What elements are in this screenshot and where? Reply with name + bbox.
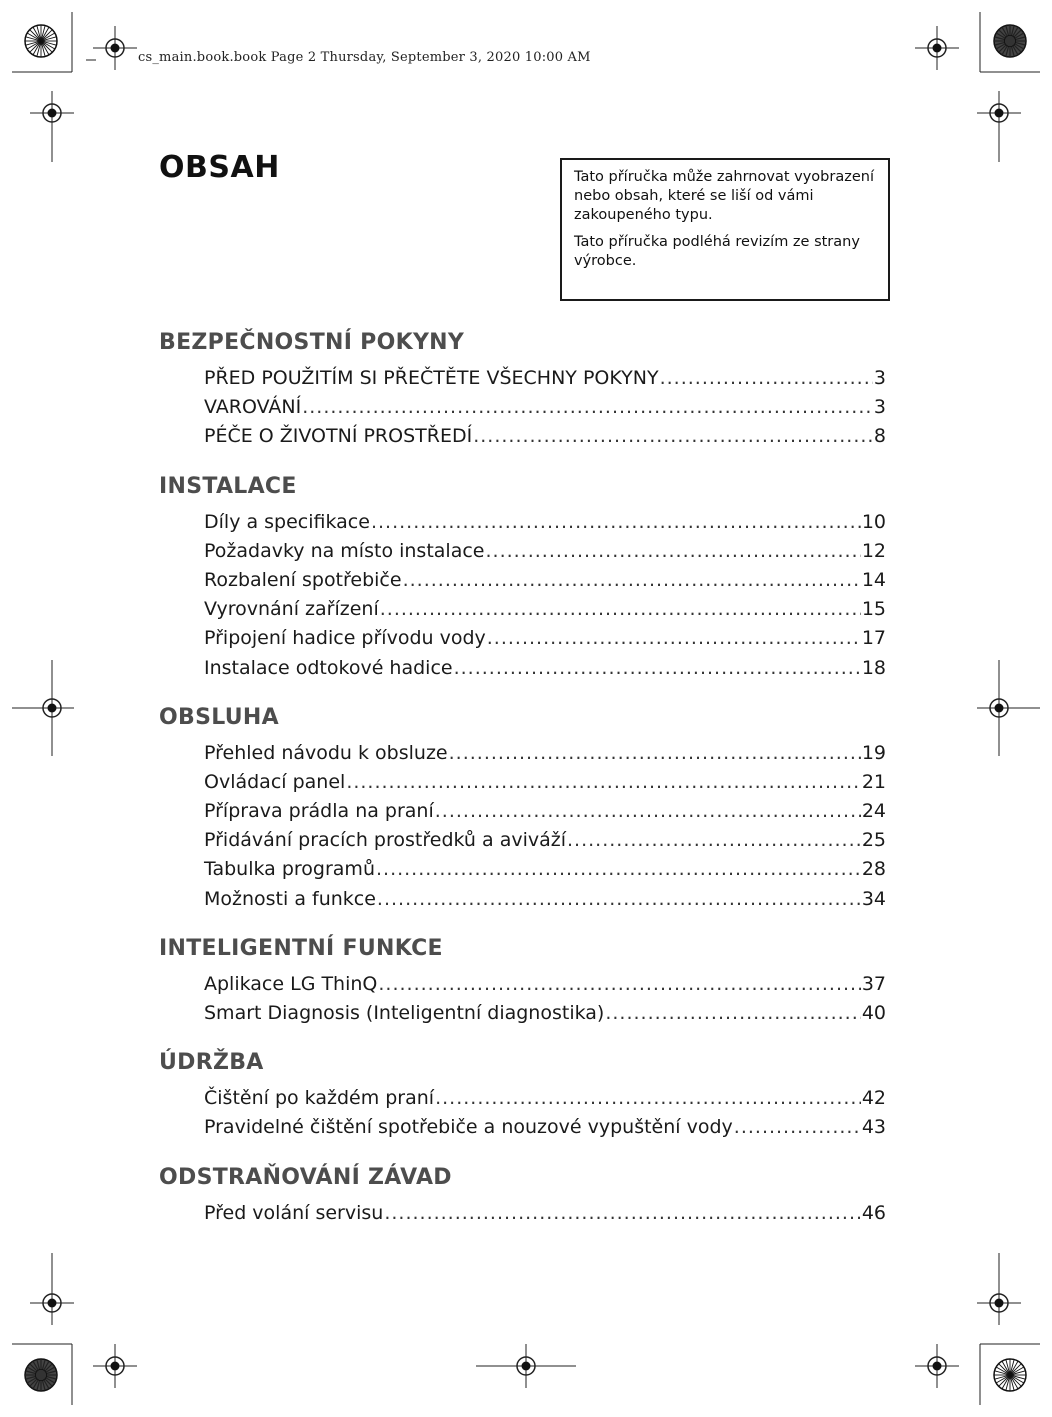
entry-title: VAROVÁNÍ bbox=[204, 396, 302, 419]
section-title: ODSTRAŇOVÁNÍ ZÁVAD bbox=[159, 1164, 452, 1190]
dot-leader bbox=[734, 1113, 861, 1142]
entry-page-number: 19 bbox=[861, 741, 886, 764]
toc-section bbox=[159, 934, 886, 1028]
toc-section bbox=[159, 1163, 886, 1228]
entry-title: Aplikace LG ThinQ bbox=[204, 972, 378, 995]
entry-title: Přidávání pracích prostředků a aviváží bbox=[204, 829, 566, 852]
toc-entry[interactable] bbox=[204, 364, 886, 393]
dot-leader bbox=[378, 970, 860, 999]
dot-leader bbox=[660, 364, 873, 393]
entry-page-number: 3 bbox=[873, 396, 886, 419]
dot-leader bbox=[567, 826, 861, 855]
registration-target-dot bbox=[933, 44, 942, 53]
entry-page-number: 17 bbox=[861, 627, 886, 650]
toc-entry[interactable] bbox=[204, 566, 886, 595]
dot-leader bbox=[403, 566, 861, 595]
dot-leader bbox=[377, 885, 861, 914]
entry-title: Před volání servisu bbox=[204, 1201, 384, 1224]
toc-entry[interactable] bbox=[204, 885, 886, 914]
toc-entry[interactable] bbox=[204, 508, 886, 537]
entry-title: PŘED POUŽITÍM SI PŘEČTĚTE VŠECHNY POKYNY bbox=[204, 367, 659, 389]
notice-paragraph: Tato příručka podléhá revizím ze strany výrobce. bbox=[574, 234, 860, 269]
toc-entry[interactable] bbox=[204, 624, 886, 653]
entry-title: Připojení hadice přívodu vody bbox=[204, 627, 486, 650]
dot-leader bbox=[371, 508, 861, 537]
registration-target-dot bbox=[995, 704, 1004, 713]
registration-target-dot bbox=[48, 1299, 57, 1308]
entry-page-number: 43 bbox=[861, 1116, 886, 1139]
toc-section bbox=[159, 703, 886, 914]
registration-target-dot bbox=[111, 44, 120, 53]
dot-leader bbox=[485, 537, 860, 566]
entry-title: Tabulka programů bbox=[204, 858, 375, 881]
toc-entry[interactable] bbox=[204, 855, 886, 884]
toc-entry[interactable] bbox=[204, 768, 886, 797]
toc-entry[interactable] bbox=[204, 970, 886, 999]
section-title: ÚDRŽBA bbox=[159, 1050, 264, 1076]
toc-entry[interactable] bbox=[204, 654, 886, 683]
registration-target-dot bbox=[48, 704, 57, 713]
entry-page-number: 12 bbox=[861, 539, 886, 562]
toc-entry[interactable] bbox=[204, 422, 886, 451]
entry-page-number: 34 bbox=[861, 887, 886, 910]
entry-page-number: 21 bbox=[861, 770, 886, 793]
dot-leader bbox=[346, 768, 861, 797]
dot-leader bbox=[380, 595, 861, 624]
entry-title: Možnosti a funkce bbox=[204, 887, 376, 910]
dot-leader bbox=[302, 393, 873, 422]
dot-leader bbox=[605, 999, 860, 1028]
entry-page-number: 37 bbox=[861, 972, 886, 995]
entry-page-number: 40 bbox=[861, 1002, 886, 1024]
dot-leader bbox=[454, 654, 861, 683]
entry-title: Pravidelné čištění spotřebiče a nouzové vypuštění vody bbox=[204, 1116, 733, 1139]
toc-entry[interactable] bbox=[204, 595, 886, 624]
entry-page-number: 25 bbox=[861, 829, 886, 852]
entry-title: Čištění po každém praní bbox=[204, 1087, 435, 1110]
entry-title: Smart Diagnosis (Inteligentní diagnostika) bbox=[204, 1002, 605, 1024]
toc-entry[interactable] bbox=[204, 537, 886, 566]
entry-page-number: 28 bbox=[861, 858, 886, 881]
entry-page-number: 46 bbox=[861, 1201, 886, 1224]
entry-page-number: 24 bbox=[861, 800, 886, 823]
notice-box bbox=[560, 158, 890, 301]
dot-leader bbox=[384, 1199, 860, 1228]
registration-target-dot bbox=[933, 1362, 942, 1371]
section-title: BEZPEČNOSTNÍ POKYNY bbox=[159, 330, 465, 355]
page-title: OBSAH bbox=[159, 150, 280, 185]
entry-page-number: 15 bbox=[861, 598, 886, 621]
section-title: INTELIGENTNÍ FUNKCE bbox=[159, 935, 443, 961]
registration-target-dot bbox=[995, 1299, 1004, 1308]
entry-title: Požadavky na místo instalace bbox=[204, 539, 485, 562]
toc-entry[interactable] bbox=[204, 393, 886, 422]
entry-title: Instalace odtokové hadice bbox=[204, 656, 453, 679]
dot-leader bbox=[435, 797, 861, 826]
toc-section bbox=[159, 472, 886, 683]
entry-page-number: 10 bbox=[861, 510, 886, 533]
registration-target-dot bbox=[995, 109, 1004, 118]
registration-target-dot bbox=[522, 1362, 531, 1371]
entry-page-number: 42 bbox=[861, 1087, 886, 1110]
entry-page-number: 14 bbox=[861, 568, 886, 591]
entry-page-number: 8 bbox=[873, 425, 886, 448]
toc-section bbox=[159, 328, 886, 452]
entry-title: Vyrovnání zařízení bbox=[204, 598, 379, 621]
section-title: INSTALACE bbox=[159, 473, 297, 499]
starburst-center bbox=[1004, 35, 1015, 46]
entry-title: Příprava prádla na praní bbox=[204, 800, 434, 823]
section-title: OBSLUHA bbox=[159, 704, 279, 730]
entry-title: Ovládací panel bbox=[204, 770, 346, 793]
toc-entry[interactable] bbox=[204, 1113, 886, 1142]
dot-leader bbox=[473, 422, 873, 451]
registration-target-dot bbox=[48, 109, 57, 118]
entry-page-number: 18 bbox=[861, 656, 886, 679]
registration-target-dot bbox=[111, 1362, 120, 1371]
toc-entry[interactable] bbox=[204, 826, 886, 855]
starburst-center bbox=[35, 1369, 46, 1380]
toc-section bbox=[159, 1048, 886, 1142]
dot-leader bbox=[449, 739, 861, 768]
dot-leader bbox=[435, 1084, 861, 1113]
entry-title: PÉČE O ŽIVOTNÍ PROSTŘEDÍ bbox=[204, 425, 473, 448]
print-file-info: cs_main.book.book Page 2 Thursday, September 3, 2020 10:00 AM bbox=[138, 50, 591, 65]
notice-paragraph: Tato příručka může zahrnovat vyobrazení nebo obsah, které se liší od vámi zakoupeného typu. bbox=[574, 169, 874, 223]
table-of-contents bbox=[159, 328, 886, 1248]
entry-title: Díly a specifikace bbox=[204, 510, 370, 533]
entry-title: Přehled návodu k obsluze bbox=[204, 741, 448, 764]
dot-leader bbox=[487, 624, 861, 653]
entry-title: Rozbalení spotřebiče bbox=[204, 568, 402, 591]
toc-entry[interactable] bbox=[204, 1199, 886, 1228]
dot-leader bbox=[376, 855, 861, 884]
toc-entry[interactable] bbox=[204, 797, 886, 826]
toc-entry[interactable] bbox=[204, 999, 886, 1028]
toc-entry[interactable] bbox=[204, 739, 886, 768]
toc-entry[interactable] bbox=[204, 1084, 886, 1113]
entry-page-number: 3 bbox=[873, 367, 886, 389]
